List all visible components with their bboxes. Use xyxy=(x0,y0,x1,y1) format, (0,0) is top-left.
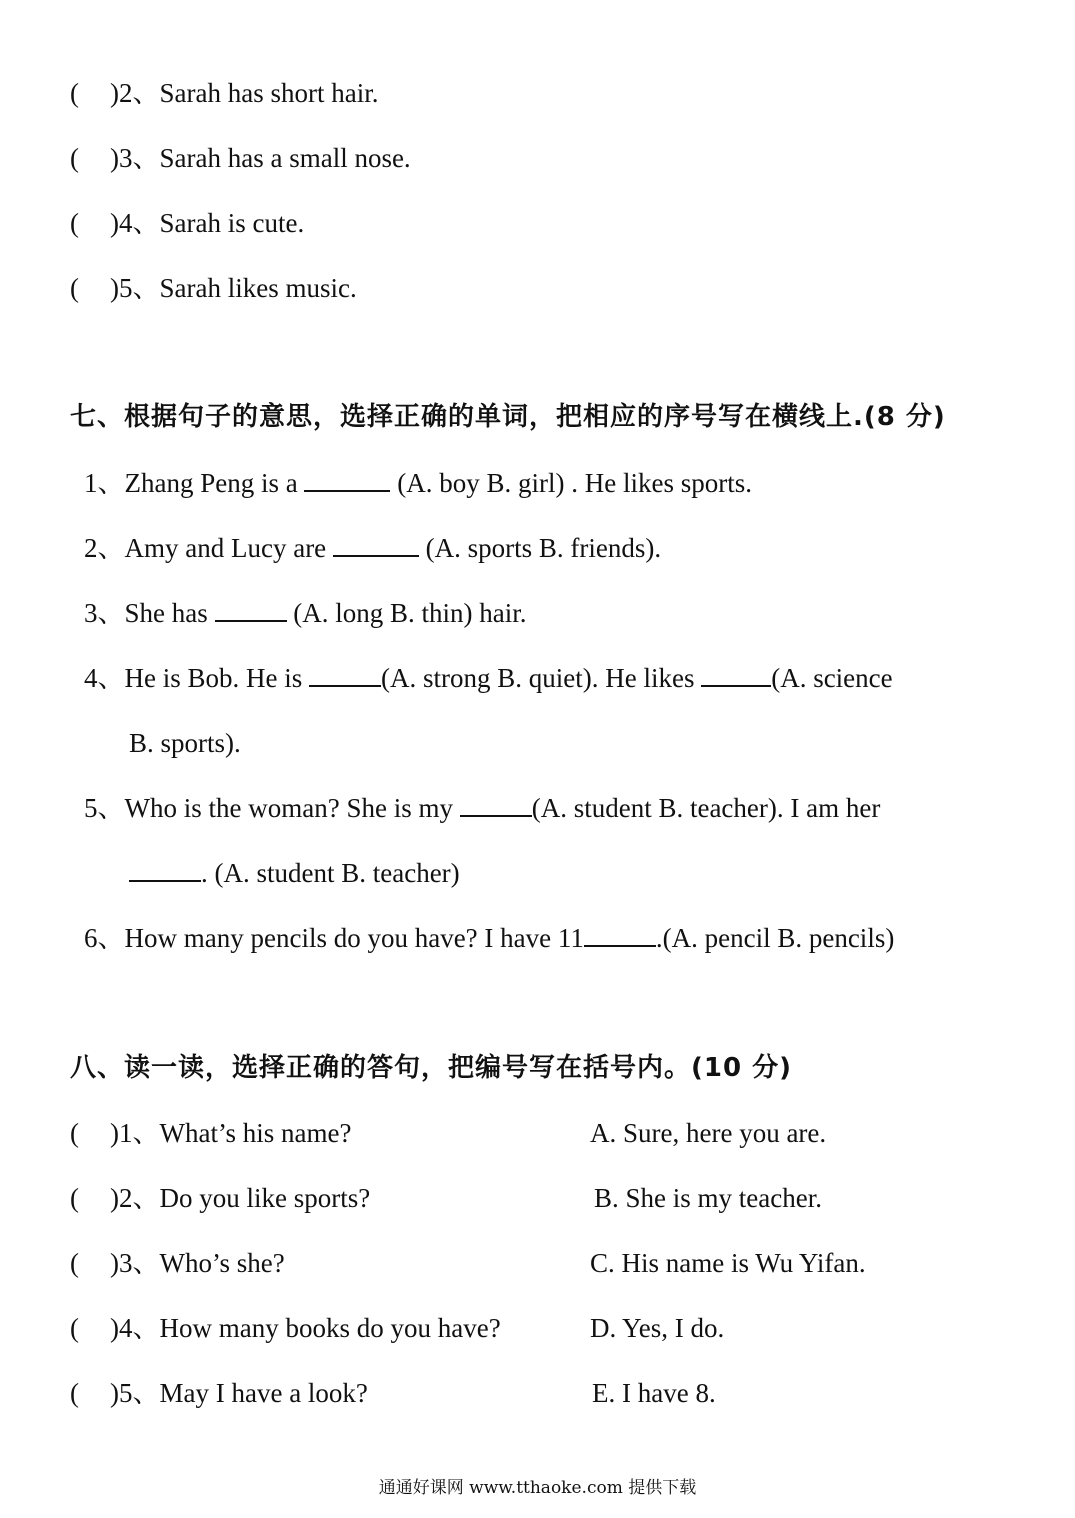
question-text: May I have a look? xyxy=(159,1378,368,1408)
answer-blank[interactable] xyxy=(309,661,381,687)
question-number: 3、 xyxy=(84,598,125,628)
answer-paren[interactable]: ( xyxy=(70,1378,79,1408)
question-options: (A. long B. thin) hair. xyxy=(286,598,527,628)
answer-blank[interactable] xyxy=(584,921,656,947)
question-options: . (A. student B. teacher) xyxy=(201,858,460,888)
item-number: )2、 xyxy=(110,1183,160,1213)
s8-answer-a: A. Sure, here you are. xyxy=(590,1118,827,1148)
judge-item-2 xyxy=(70,76,378,110)
question-text: Who is the woman? She is my xyxy=(124,793,460,823)
question-text: She has xyxy=(124,598,215,628)
answer-paren[interactable]: ( xyxy=(70,208,79,238)
item-text: Sarah has short hair. xyxy=(159,78,379,108)
question-options: .(A. pencil B. pencils) xyxy=(655,923,895,953)
question-number: 6、 xyxy=(84,923,125,953)
s7-question-3 xyxy=(84,596,526,630)
question-text: Amy and Lucy are xyxy=(124,533,333,563)
s8-question-3 xyxy=(70,1246,285,1280)
answer-paren[interactable]: ( xyxy=(70,1118,79,1148)
answer-paren[interactable]: ( xyxy=(70,1183,79,1213)
section-7-heading: 七、根据句子的意思，选择正确的单词，把相应的序号写在横线上.(8 分) xyxy=(70,402,946,432)
item-number: )5、 xyxy=(110,1378,160,1408)
s8-question-4 xyxy=(70,1311,501,1345)
answer-blank[interactable] xyxy=(129,856,201,882)
page-footer: 通通好课网 www.tthaoke.com 提供下载 xyxy=(378,1478,697,1498)
item-text: Sarah likes music. xyxy=(159,273,357,303)
item-number: )2、 xyxy=(110,78,160,108)
item-text: Sarah has a small nose. xyxy=(159,143,411,173)
question-text: Zhang Peng is a xyxy=(124,468,305,498)
answer-blank[interactable] xyxy=(304,466,390,492)
s7-question-1 xyxy=(84,466,752,500)
question-options: (A. science xyxy=(771,663,893,693)
s8-question-1 xyxy=(70,1116,351,1150)
section-8-heading: 八、读一读，选择正确的答句，把编号写在括号内。(10 分) xyxy=(70,1053,792,1083)
s7-question-4 xyxy=(84,661,893,695)
s7-question-2 xyxy=(84,531,661,565)
item-number: )1、 xyxy=(110,1118,160,1148)
judge-item-5 xyxy=(70,271,357,305)
question-number: 4、 xyxy=(84,663,125,693)
answer-paren[interactable]: ( xyxy=(70,78,79,108)
s8-answer-b: B. She is my teacher. xyxy=(594,1183,822,1213)
item-number: )3、 xyxy=(110,1248,160,1278)
question-text: How many pencils do you have? I have 11 xyxy=(124,923,584,953)
item-text: Sarah is cute. xyxy=(159,208,305,238)
s7-question-4-cont: B. sports). xyxy=(129,728,241,758)
s8-answer-d: D. Yes, I do. xyxy=(590,1313,725,1343)
s7-question-6 xyxy=(84,921,894,955)
s8-question-5 xyxy=(70,1376,368,1410)
question-text: He is Bob. He is xyxy=(124,663,309,693)
question-number: 2、 xyxy=(84,533,125,563)
s8-answer-c: C. His name is Wu Yifan. xyxy=(590,1248,866,1278)
answer-blank[interactable] xyxy=(460,791,532,817)
item-number: )4、 xyxy=(110,208,160,238)
answer-blank[interactable] xyxy=(215,596,287,622)
answer-paren[interactable]: ( xyxy=(70,143,79,173)
item-number: )4、 xyxy=(110,1313,160,1343)
question-text: What’s his name? xyxy=(159,1118,352,1148)
question-number: 5、 xyxy=(84,793,125,823)
answer-blank[interactable] xyxy=(333,531,419,557)
s8-question-2 xyxy=(70,1181,370,1215)
answer-paren[interactable]: ( xyxy=(70,1248,79,1278)
item-number: )3、 xyxy=(110,143,160,173)
question-options: (A. strong B. quiet). He likes xyxy=(381,663,702,693)
answer-paren[interactable]: ( xyxy=(70,273,79,303)
question-text: Do you like sports? xyxy=(159,1183,371,1213)
judge-item-3 xyxy=(70,141,411,175)
judge-item-4 xyxy=(70,206,304,240)
answer-paren[interactable]: ( xyxy=(70,1313,79,1343)
question-text: Who’s she? xyxy=(159,1248,285,1278)
s8-answer-e: E. I have 8. xyxy=(592,1378,716,1408)
answer-blank[interactable] xyxy=(701,661,771,687)
question-options: (A. sports B. friends). xyxy=(418,533,662,563)
question-options: (A. boy B. girl) . He likes sports. xyxy=(390,468,752,498)
item-number: )5、 xyxy=(110,273,160,303)
s7-question-5-cont xyxy=(129,856,460,890)
question-number: 1、 xyxy=(84,468,125,498)
question-options: (A. student B. teacher). I am her xyxy=(531,793,881,823)
question-text: How many books do you have? xyxy=(159,1313,501,1343)
s7-question-5 xyxy=(84,791,880,825)
